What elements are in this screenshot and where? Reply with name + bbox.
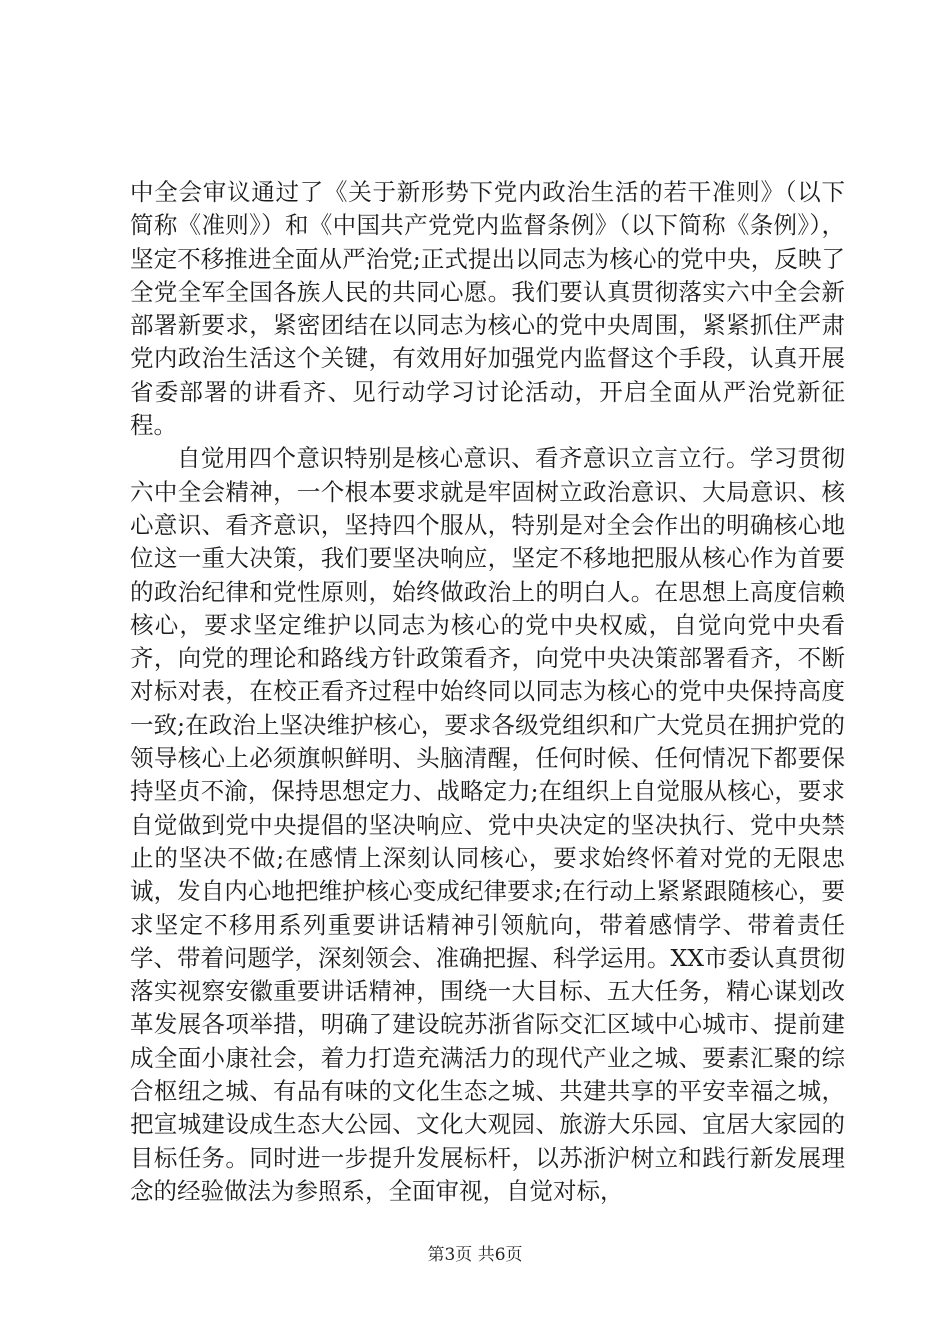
page-footer: [0, 1240, 950, 1265]
paragraph-2: 自觉用四个意识特别是核心意识、看齐意识立言立行。学习贯彻六中全会精神，一个根本要求就是牢固树立政治意识、大局意识、核心意识、看齐意识，坚持四个服从，特别是对全会作出的明确核心地位这一重大决策，我们要坚决响应，坚定不移地把服从核心作为首要的政治纪律和党性原则，始终做政治上的明白人。在思想上高度信赖核心，要求坚定维护以同志为核心的党中央权威，自觉向党中央看齐，向党的理论和路线方针政策看齐，向党中央决策部署看齐，不断对标对表，在校正看齐过程中始终同以同志为核心的党中央保持高度一致;在政治上坚决维护核心，要求各级党组织和广大党员在拥护党的领导核心上必须旗帜鲜明、头脑清醒，任何时候、任何情况下都要保持坚贞不渝，保持思想定力、战略定力;在组织上自觉服从核心，要求自觉做到党中央提倡的坚决响应、党中央决定的坚决执行、党中央禁止的坚决不做;在感情上深刻认同核心，要求始终怀着对党的无限忠诚，发自内心地把维护核心变成纪律要求;在行动上紧紧跟随核心，要求坚定不移用系列重要讲话精神引领航向，带着感情学、带着责任学、带着问题学，深刻领会、准确把握、科学运用。XX市委认真贯彻落实视察安徽重要讲话精神，围绕一大目标、五大任务，精心谋划改革发展各项举措，明确了建设皖苏浙省际交汇区域中心城市、提前建成全面小康社会，着力打造充满活力的现代产业之城、要素汇聚的综合枢纽之城、有品有味的文化生态之城、共建共享的平安幸福之城，把宣城建设成生态大公园、文化大观园、旅游大乐园、宜居大家园的目标任务。同时进一步提升发展标杆，以苏浙沪树立和践行新发展理念的经验做法为参照系，全面审视，自觉对标，: [130, 444, 845, 1205]
page-number-label: 第3页 共6页: [427, 1245, 523, 1265]
paragraph-1: 中全会审议通过了《关于新形势下党内政治生活的若干准则》（以下简称《准则》）和《中国共产党党内监督条例》（以下简称《条例》），坚定不移推进全面从严治党;正式提出以同志为核心的党中央，反映了全党全军全国各族人民的共同心愿。我们要认真贯彻落实六中全会新部署新要求，紧密团结在以同志为核心的党中央周围，紧紧抓住严肃党内政治生活这个关键，有效用好加强党内监督这个手段，认真开展省委部署的讲看齐、见行动学习讨论活动，开启全面从严治党新征程。: [130, 178, 845, 440]
document-body: [130, 176, 845, 1208]
